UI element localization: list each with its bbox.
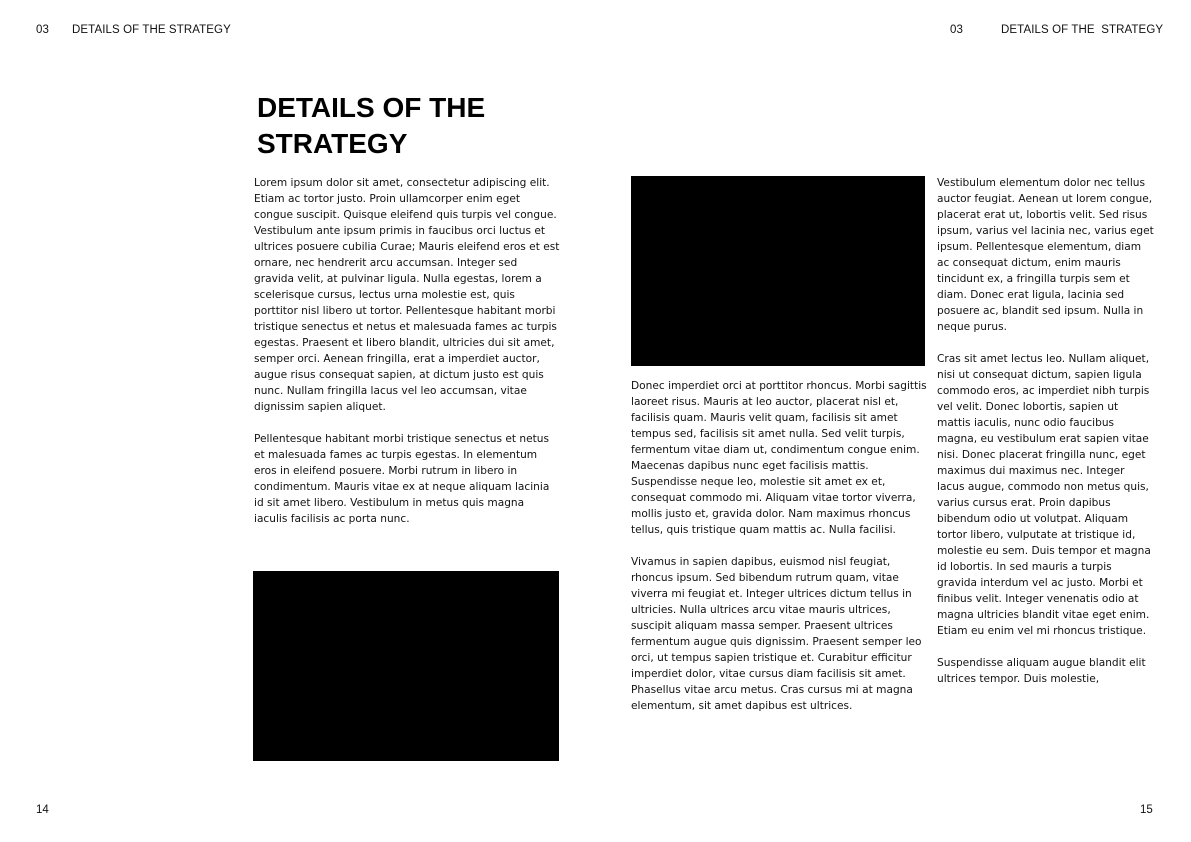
left-body-text [254, 175, 560, 527]
right-body-column-1 [631, 378, 927, 714]
right-body-column-2 [937, 175, 1155, 687]
paragraph: Donec imperdiet orci at porttitor rhoncus. Morbi sagittis laoreet risus. Mauris at leo auctor, placerat nisl et, facilisis quam. Mauris velit quam, facilisis sit amet tempus sed, facilisis sit amet nulla. Sed velit turpis, fermentum vitae diam ut, condimentum congue enim. Maecenas dapibus nunc eget facilisis mattis. Suspendisse neque leo, molestie sit amet ex et, consequat commodo mi. Aliquam vitae tortor viverra, mollis justo et, gravida dolor. Nam maximus rhoncus tellus, quis tristique quam mattis ac. Nulla facilisi. [631, 380, 927, 536]
paragraph: Cras sit amet lectus leo. Nullam aliquet, nisi ut consequat dictum, sapien ligula commodo eros, ac imperdiet nibh turpis vel velit. Donec lobortis, sapien ut mattis iaculis, nunc odio faucibus magna, eu vestibulum erat sapien vitae nisi. Donec placerat fringilla nunc, eget maximus dui maximus nec. Integer lacus augue, commodo non metus quis, varius cursus erat. Proin dapibus bibendum odio ut volutpat. Aliquam tortor libero, vulputate at tristique id, molestie eu sem. Duis tempor et magna id lobortis. In sed mauris a turpis gravida interdum vel ac justo. Morbi et finibus velit. Integer venenatis odio at magna ultricies blandit vitae eget enim. Etiam eu enim vel mi rhoncus tristique. [937, 353, 1151, 637]
right-section-title: DETAILS OF THE STRATEGY [1001, 24, 1164, 36]
right-page-number: 15 [1140, 804, 1153, 816]
paragraph: Lorem ipsum dolor sit amet, consectetur adipiscing elit. Etiam ac tortor justo. Proin ullamcorper enim eget congue suscipit. Quisque eleifend quis turpis vel congue. Vestibulum ante ipsum primis in faucibus orci luctus et ultrices posuere cubilia Curae; Mauris eleifend eros et est ornare, nec hendrerit arcu accumsan. Integer sed gravida velit, at pulvinar ligula. Nulla egestas, lorem a scelerisque cursus, lectus urna molestie est, quis porttitor nisl libero ut tortor. Pellentesque habitant morbi tristique senectus et netus et malesuada fames ac turpis egestas. Praesent et libero blandit, ultricies dui sit amet, semper orci. Aenean fringilla, erat a imperdiet auctor, augue risus consequat sapien, at dictum justo est quis nunc. Nullam fringilla lacus vel leo accumsan, vitae dignissim sapien aliquet. [254, 177, 560, 413]
left-section-number: 03 [36, 24, 49, 36]
right-section-number: 03 [950, 24, 963, 36]
paragraph: Vivamus in sapien dapibus, euismod nisl feugiat, rhoncus ipsum. Sed bibendum rutrum quam, vitae viverra mi feugiat et. Integer ultrices dictum tellus in ultricies. Nulla ultrices arcu vitae mauris ultrices, suscipit aliquam massa semper. Praesent ultrices fermentum augue quis dignissim. Praesent semper leo orci, ut tempus sapien tristique et. Curabitur efficitur imperdiet dolor, vitae cursus diam facilisis sit amet. Phasellus vitae arcu metus. Cras cursus mi at magna elementum, sit amet dapibus est ultrices. [631, 556, 922, 712]
image-placeholder-left [253, 571, 559, 761]
paragraph: Vestibulum elementum dolor nec tellus auctor feugiat. Aenean ut lorem congue, placerat erat ut, lobortis velit. Sed risus ipsum, varius vel lacinia nec, varius eget ipsum. Pellentesque elementum, diam ac consequat dictum, enim mauris tincidunt ex, a fringilla turpis sem et diam. Donec erat ligula, lacinia sed posuere ac, blandit sed ipsum. Nulla in neque purus. [937, 177, 1154, 333]
page-title: DETAILS OF THE STRATEGY [257, 92, 486, 159]
left-page-number: 14 [36, 804, 49, 816]
image-placeholder-right [631, 176, 925, 366]
left-section-title: DETAILS OF THE STRATEGY [72, 24, 231, 36]
paragraph: Pellentesque habitant morbi tristique senectus et netus et malesuada fames ac turpis egestas. In elementum eros in eleifend posuere. Morbi rutrum in libero in condimentum. Mauris vitae ex at neque aliquam lacinia id sit amet libero. Vestibulum in metus quis magna iaculis facilisis ac porta nunc. [254, 433, 550, 525]
paragraph: Suspendisse aliquam augue blandit elit ultrices tempor. Duis molestie, [937, 657, 1146, 685]
